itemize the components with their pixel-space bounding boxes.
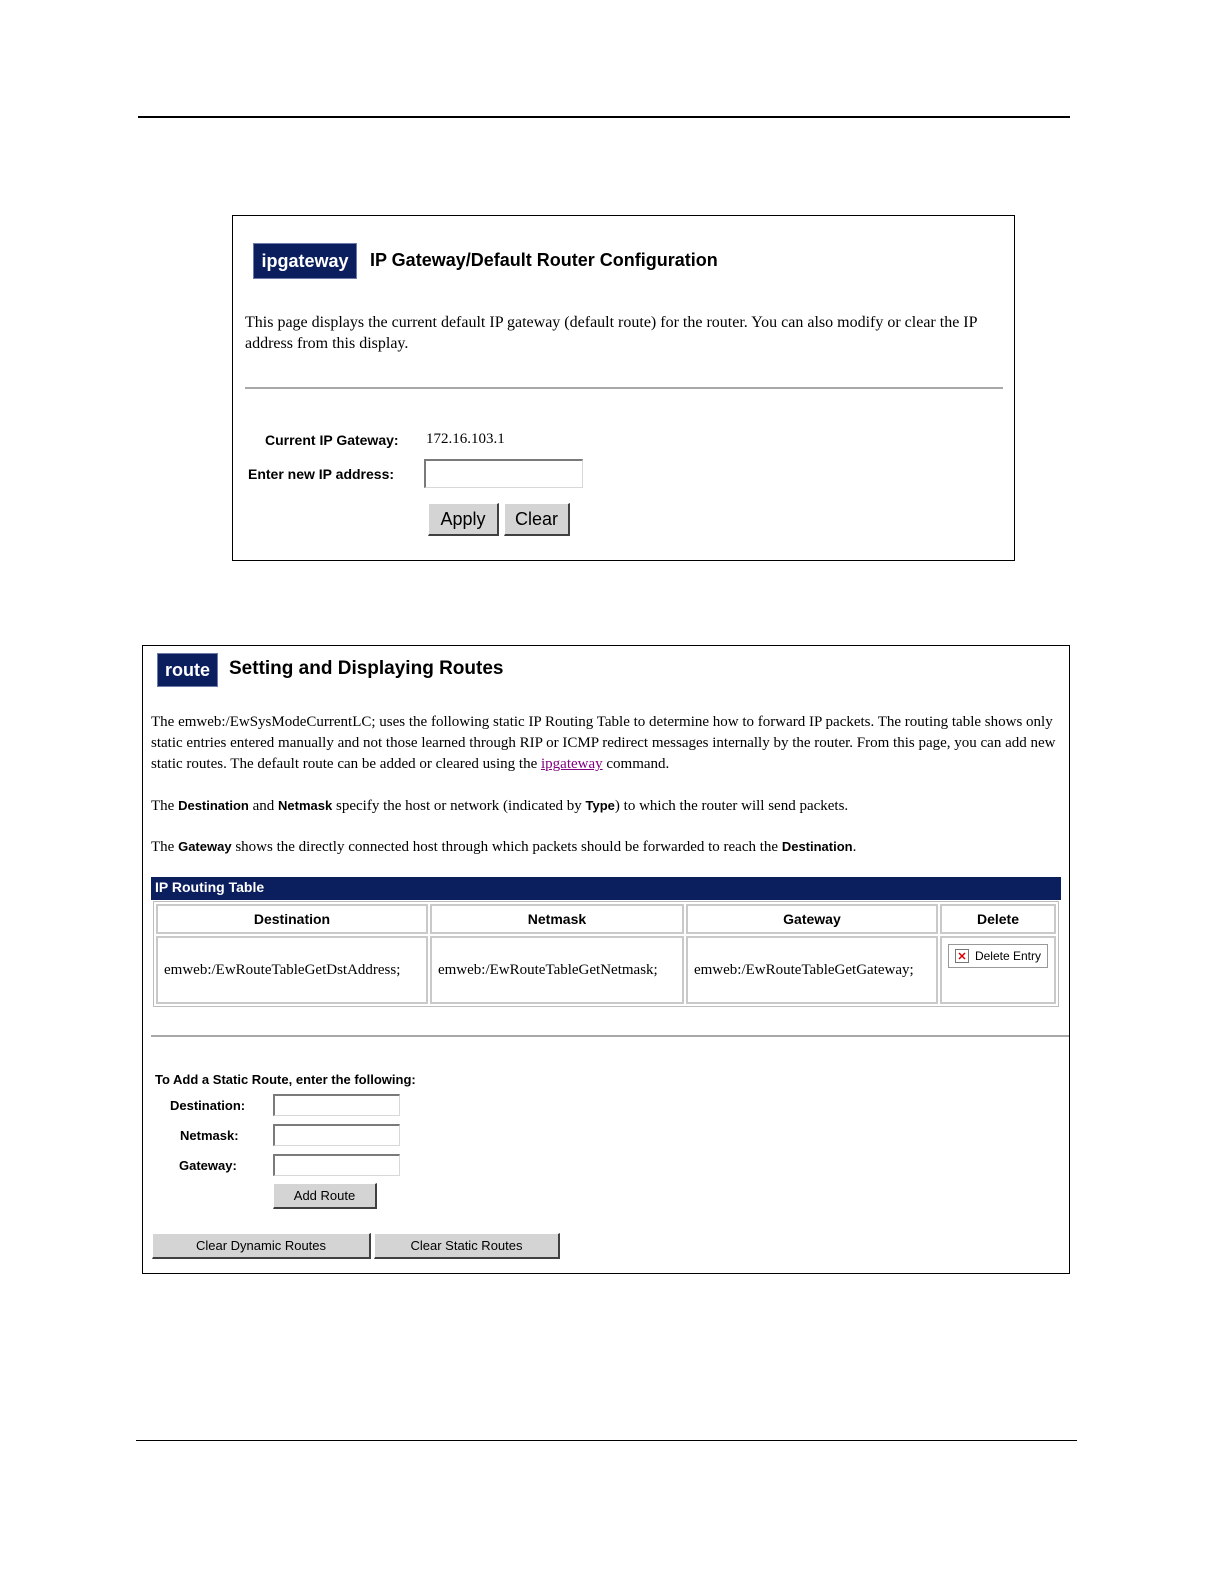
routing-table-title: IP Routing Table <box>151 877 1061 900</box>
bold-term: Gateway <box>178 839 232 854</box>
text: ) to which the router will send packets. <box>614 798 849 814</box>
delete-entry-label: Delete Entry <box>974 949 1041 963</box>
bold-term: Type <box>585 798 615 813</box>
ipgateway-panel <box>232 215 1015 561</box>
intro-text-end: command. <box>602 756 670 772</box>
column-header-netmask: Netmask <box>430 904 684 934</box>
table-cell-delete <box>940 936 1056 1004</box>
route-badge: route <box>157 653 218 687</box>
table-cell-gateway: emweb:/EwRouteTableGetGateway; <box>686 936 938 1004</box>
page-description: This page displays the current default IP gateway (default route) for the router. You can also modify or clear the IP address from this display. <box>245 314 977 352</box>
clear-static-routes-button[interactable]: Clear Static Routes <box>374 1233 560 1259</box>
text: specify the host or network (indicated by <box>332 798 586 814</box>
add-route-button[interactable]: Add Route <box>273 1183 377 1209</box>
column-header-gateway: Gateway <box>686 904 938 934</box>
destination-input[interactable] <box>273 1094 400 1116</box>
text: shows the directly connected host through which packets should be forwarded to reach the <box>231 839 782 855</box>
route-panel <box>142 645 1070 1274</box>
new-ip-label: Enter new IP address: <box>248 466 395 482</box>
header-rule <box>138 116 1070 118</box>
divider <box>151 1035 1069 1037</box>
ipgateway-badge: ipgateway <box>253 243 357 279</box>
bold-term: Destination <box>178 798 249 813</box>
apply-button[interactable]: Apply <box>428 503 499 536</box>
gateway-paragraph <box>151 836 1061 858</box>
gateway-label: Gateway: <box>179 1158 237 1173</box>
bold-term: Netmask <box>278 798 333 813</box>
gateway-input[interactable] <box>273 1154 400 1176</box>
destination-label: Destination: <box>170 1098 246 1113</box>
divider <box>245 387 1003 389</box>
intro-text: The emweb:/EwSysModeCurrentLC; uses the following static IP Routing Table to determine how to forward IP packets. The routing table shows only static entries entered manually and not those learned through RIP or ICMP redirect messages internally by the router. From this page, you can add new static routes. The default route can be added or cleared using the <box>151 714 1056 772</box>
destination-paragraph <box>151 795 1061 817</box>
add-route-heading: To Add a Static Route, enter the following: <box>155 1072 416 1087</box>
current-gateway-label: Current IP Gateway: <box>265 432 399 448</box>
close-icon: ✕ <box>955 949 969 963</box>
column-header-delete: Delete <box>940 904 1056 934</box>
text: and <box>248 798 279 814</box>
table-cell-netmask: emweb:/EwRouteTableGetNetmask; <box>430 936 684 1004</box>
text: . <box>852 839 857 855</box>
netmask-label: Netmask: <box>180 1128 239 1143</box>
new-ip-input[interactable] <box>424 459 583 488</box>
clear-dynamic-routes-button[interactable]: Clear Dynamic Routes <box>152 1233 371 1259</box>
routing-table <box>153 901 1059 1007</box>
bold-term: Destination <box>781 839 853 854</box>
table-row <box>156 936 1056 1004</box>
clear-button[interactable]: Clear <box>504 503 570 536</box>
text: The <box>151 839 179 855</box>
current-gateway-value: 172.16.103.1 <box>426 431 505 447</box>
delete-entry-button[interactable] <box>948 944 1048 968</box>
netmask-input[interactable] <box>273 1124 400 1146</box>
page-title: Setting and Displaying Routes <box>229 658 504 679</box>
text: The <box>151 798 179 814</box>
intro-paragraph <box>151 712 1061 775</box>
table-cell-destination: emweb:/EwRouteTableGetDstAddress; <box>156 936 428 1004</box>
column-header-destination: Destination <box>156 904 428 934</box>
page-title: IP Gateway/Default Router Configuration <box>370 250 718 270</box>
ipgateway-link[interactable]: ipgateway <box>541 756 603 772</box>
footer-rule <box>136 1440 1077 1441</box>
